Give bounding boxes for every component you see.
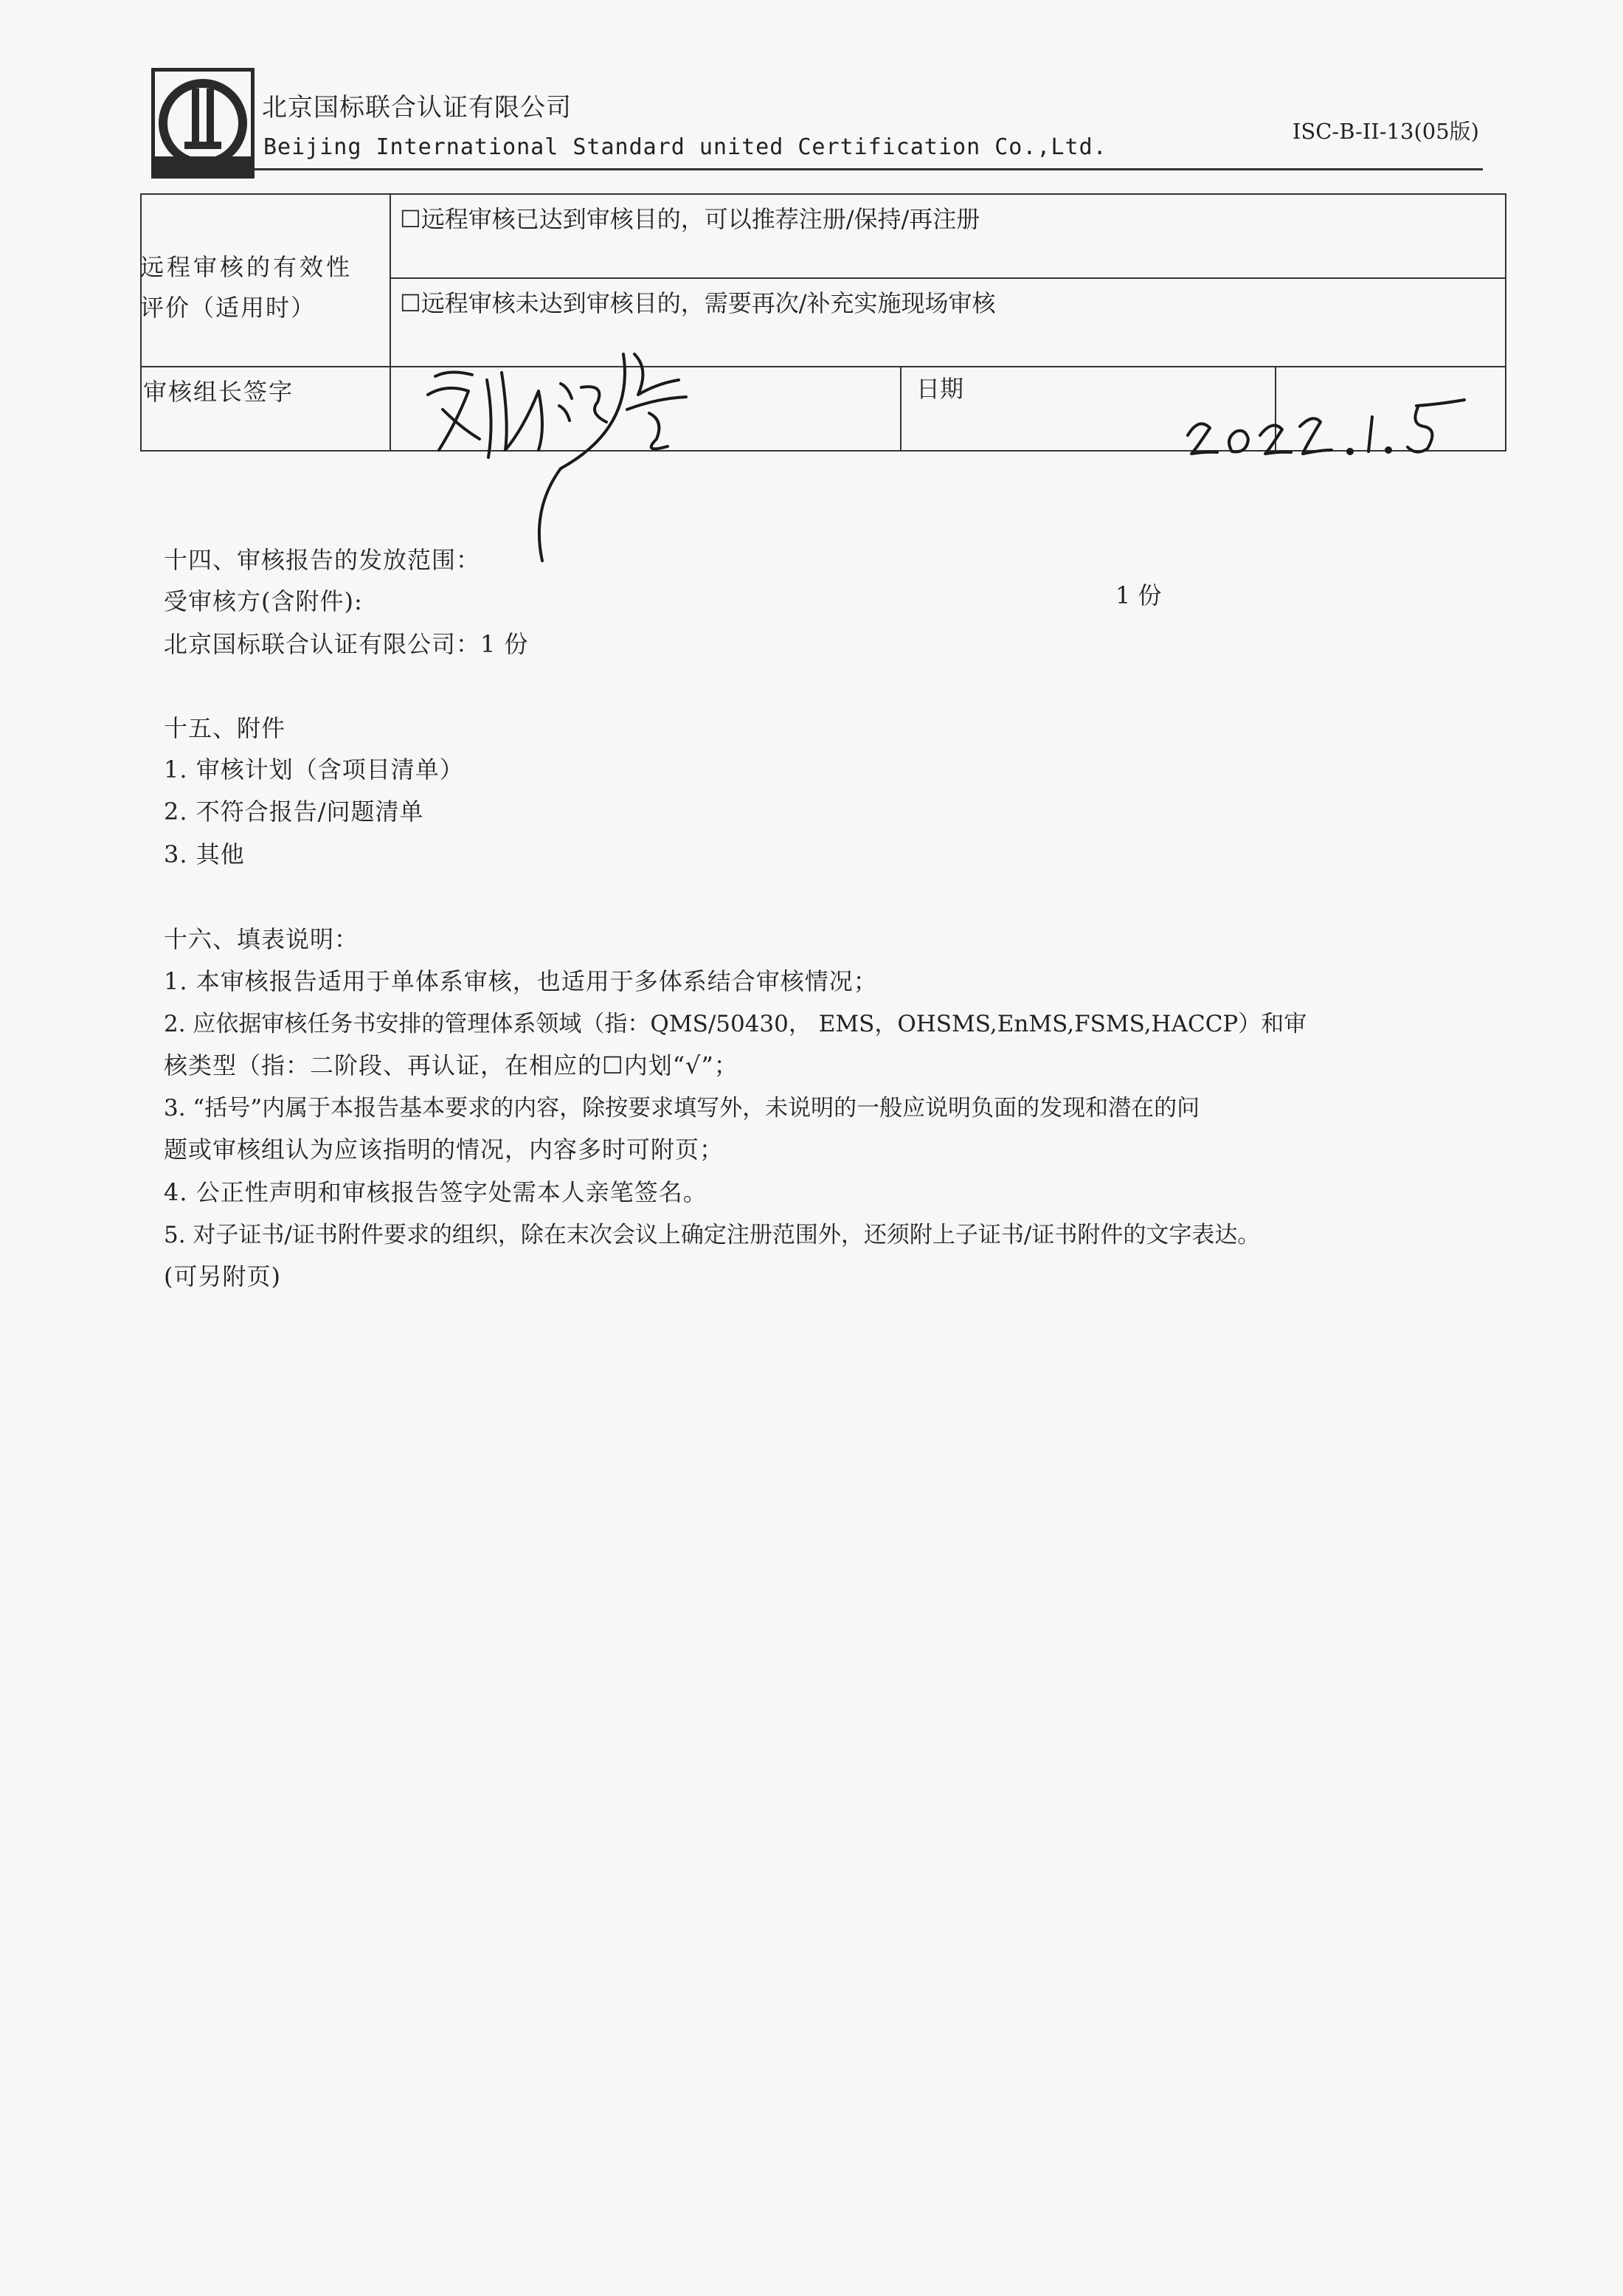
validity-label-line2: 评价（适用时）: [140, 294, 316, 322]
option-remote-achieved[interactable]: ☐远程审核已达到审核目的，可以推荐注册/保持/再注册: [400, 205, 980, 233]
company-name-en: Beijing International Standard united Certification Co.,Ltd.: [263, 134, 1107, 160]
option-remote-not-achieved[interactable]: ☐远程审核未达到审核目的，需要再次/补充实施现场审核: [400, 289, 996, 317]
section15-item: 3. 其他: [164, 840, 245, 868]
section14-auditee-copies: 1 份: [1115, 581, 1162, 609]
section14-title: 十四、审核报告的发放范围：: [164, 546, 481, 574]
section16-line: 核类型（指：二阶段、再认证，在相应的☐内划“√”；: [164, 1051, 738, 1079]
section16-line: (可另附页): [164, 1262, 281, 1290]
document-code: ISC-B-II-13(05版): [1292, 119, 1479, 144]
section14-auditee: 受审核方(含附件):: [164, 587, 363, 615]
section16-title: 十六、填表说明：: [164, 925, 359, 953]
section15-item: 2. 不符合报告/问题清单: [164, 798, 424, 826]
validity-label-line1: 远程审核的有效性: [140, 253, 353, 281]
section16-line: 3. “括号”内属于本报告基本要求的内容，除按要求填写外，未说明的一般应说明负面的发现和潜在的问: [164, 1095, 1200, 1121]
section14-company-copies: 北京国标联合认证有限公司：1 份: [164, 630, 529, 658]
date-label: 日期: [916, 375, 964, 403]
company-logo-icon: [151, 68, 255, 179]
section16-line: 题或审核组认为应该指明的情况，内容多时可附页；: [164, 1135, 724, 1163]
section16-line: 1. 本审核报告适用于单体系审核，也适用于多体系结合审核情况；: [164, 967, 878, 995]
header-divider: [255, 168, 1483, 170]
handwritten-signature: [413, 339, 723, 575]
handwritten-date: [1173, 384, 1483, 465]
section16-line: 5. 对子证书/证书附件要求的组织，除在末次会议上确定注册范围外，还须附上子证书/证书附件的文字表达。: [164, 1222, 1261, 1248]
leader-sign-label: 审核组长签字: [143, 378, 294, 406]
section16-line: 2. 应依据审核任务书安排的管理体系领域（指：QMS/50430， EMS，OHSMS,EnMS,FSMS,HACCP）和审: [164, 1011, 1307, 1037]
section15-item: 1. 审核计划（含项目清单）: [164, 755, 464, 784]
company-name-cn: 北京国标联合认证有限公司: [262, 93, 572, 122]
section16-line: 4. 公正性声明和审核报告签字处需本人亲笔签名。: [164, 1178, 707, 1206]
section15-title: 十五、附件: [164, 714, 286, 742]
